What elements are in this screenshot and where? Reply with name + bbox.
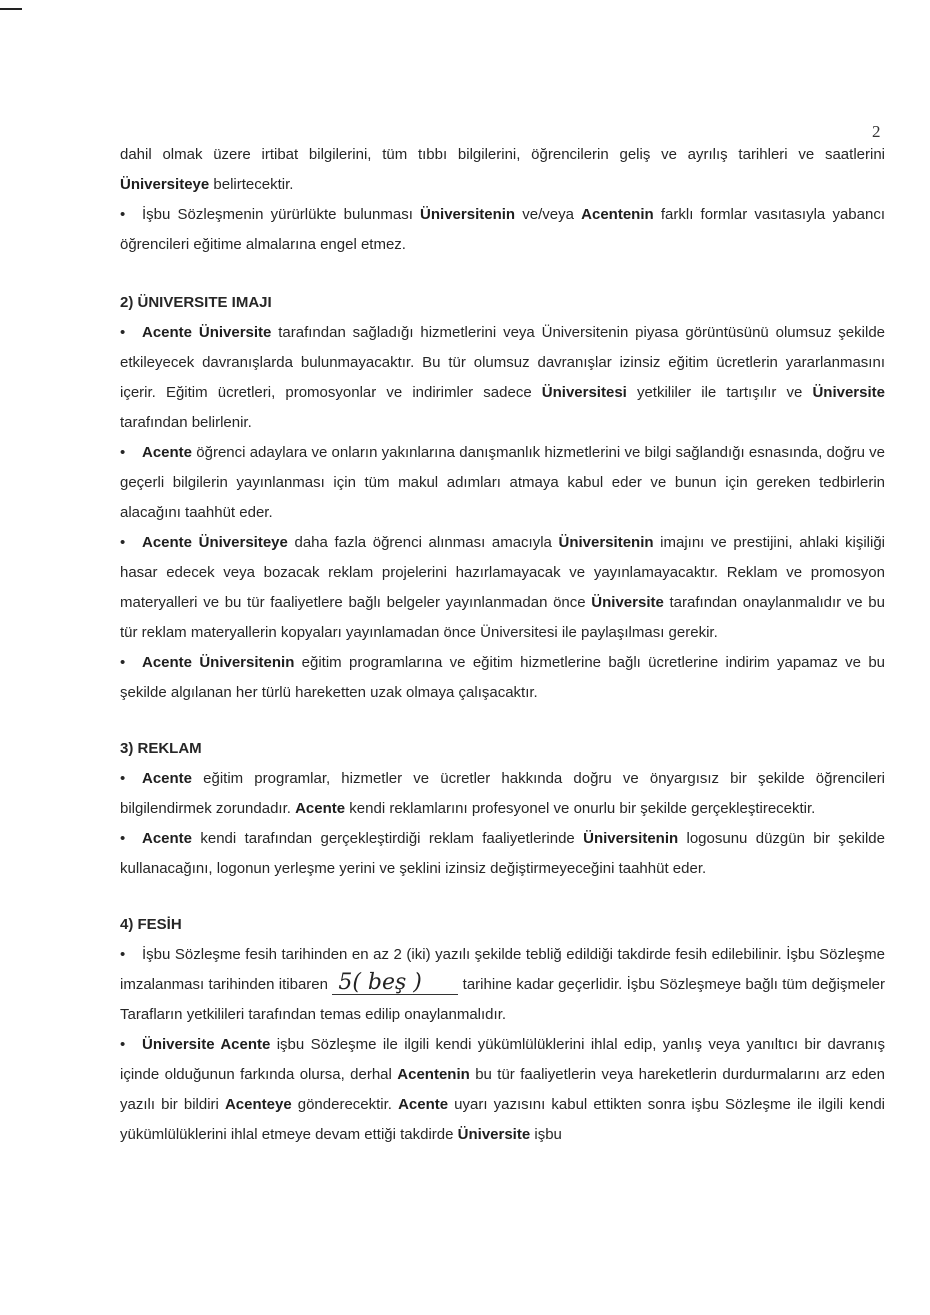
bold-term: Acente — [142, 830, 193, 847]
text-run: imajını ve prestijini, ahlaki kişiliği hasar edecek veya bozacak reklam projelerini hazırlamayacak ve yayınlamayacaktır. Reklam ve promosyon materyalleri ve bu tür faaliyetlere bağlı belgeler yayınlanmadan önce — [120, 534, 886, 611]
handwritten-duration: 5( beş ) — [332, 972, 458, 995]
text-run: belirtecektir. — [209, 176, 294, 193]
text-run: uyarı yazısını kabul ettikten sonra işbu Sözleşme ile ilgili kendi yükümlülüklerini ihlal etmeye devam ettiği takdirde — [120, 1096, 885, 1143]
text-run: yetkililer ile tartışılır ve — [626, 384, 813, 401]
section-title-universite-imaji: 2) ÜNIVERSITE IMAJI — [120, 294, 272, 311]
bullet-paragraph — [120, 1030, 885, 1150]
bold-term: Üniversitenin — [420, 206, 516, 223]
text-run: kendi reklamlarını profesyonel ve onurlu bir şekilde gerçekleştirecektir. — [345, 800, 816, 817]
bold-term: Üniversitenin — [558, 534, 654, 551]
bold-term: Üniversite — [812, 384, 885, 401]
bold-term: Acente Üniversiteye — [142, 534, 288, 551]
bullet-icon: • — [120, 206, 126, 223]
bold-term: Üniversite — [457, 1126, 531, 1143]
bullet-paragraph — [120, 648, 885, 708]
bullet-icon: • — [120, 654, 126, 671]
scan-edge-mark — [0, 8, 22, 10]
bold-term: Üniversite Acente — [142, 1036, 271, 1053]
text-run: İşbu Sözleşme fesih tarihinden en az 2 (iki) yazılı şekilde tebliğ edildiği takdirde fesih edilebilinir. İşbu Sözleşme imzalanması tarihinden itibaren — [120, 946, 885, 993]
bullet-paragraph — [120, 940, 885, 1030]
text-run: eğitim programlar, hizmetler ve ücretler hakkında doğru ve önyargısız bir şekilde öğrencileri bilgilendirmek zorundadır. — [120, 770, 885, 817]
text-run: farklı formlar vasıtasıyla yabancı öğrencileri eğitime almalarına engel etmez. — [120, 206, 885, 253]
bullet-icon: • — [120, 444, 126, 461]
bold-term: Üniversitenin — [583, 830, 679, 847]
text-run: tarafından sağladığı hizmetlerini veya Üniversitenin piyasa görüntüsünü olumsuz şekilde etkileyecek davranışlarda bulunmayacaktır. Bu tür olumsuz davranışlar izinsiz eğitim ücretlerin yararlanmasını içerir. Eğitim ücretleri, promosyonlar ve indirimler sadece — [120, 324, 885, 401]
bold-term: Acente Üniversite — [142, 324, 272, 341]
bullet-paragraph — [120, 528, 885, 648]
bullet-icon: • — [120, 946, 126, 963]
bold-term: Acenteye — [224, 1096, 292, 1113]
text-run: bu tür faaliyetlerin veya hareketlerin durdurmalarını arz eden yazılı bir bildiri — [120, 1066, 885, 1113]
bullet-paragraph — [120, 200, 885, 260]
text-run: işbu — [530, 1126, 562, 1143]
bullet-paragraph — [120, 824, 885, 884]
bullet-paragraph — [120, 438, 885, 528]
bold-term: Acente — [295, 800, 346, 817]
bold-term: Acente — [398, 1096, 449, 1113]
text-run: İşbu Sözleşmenin yürürlükte bulunması — [142, 206, 421, 223]
bold-term: Acentenin — [397, 1066, 470, 1083]
section-title-reklam: 3) REKLAM — [120, 740, 202, 757]
bullet-paragraph — [120, 764, 885, 824]
bullet-icon: • — [120, 534, 126, 551]
bold-term: Üniversiteye — [120, 176, 210, 193]
text-run: gönderecektir. — [291, 1096, 399, 1113]
text-run: eğitim programlarına ve eğitim hizmetlerine bağlı ücretlerine indirim yapamaz ve bu şekilde algılanan her türlü hareketten uzak olmaya çalışacaktır. — [120, 654, 885, 701]
document-body — [120, 140, 885, 1150]
bold-term: Üniversite — [591, 594, 664, 611]
text-run: daha fazla öğrenci alınması amacıyla — [287, 534, 559, 551]
bold-term: Acente — [142, 444, 193, 461]
bullet-icon: • — [120, 830, 126, 847]
section-title-fesih: 4) FESİH — [120, 916, 182, 933]
bullet-icon: • — [120, 770, 126, 787]
bold-term: Üniversitesi — [541, 384, 627, 401]
paragraph-continuation — [120, 140, 885, 200]
text-run: tarafından onaylanmalıdır ve bu tür reklam materyallerin kopyaları yayınlamadan önce Üniversitesi ile paylaşılması gerekir. — [120, 594, 885, 641]
bold-term: Acente Üniversitenin — [142, 654, 295, 671]
text-run: ve/veya — [515, 206, 582, 223]
text-run: dahil olmak üzere irtibat bilgilerini, tüm tıbbı bilgilerini, öğrencilerin geliş ve ayrılış tarihleri ve saatlerini — [120, 146, 885, 163]
bullet-icon: • — [120, 324, 126, 341]
bold-term: Acentenin — [581, 206, 654, 223]
text-run: kendi tarafından gerçekleştirdiği reklam faaliyetlerinde — [192, 830, 584, 847]
page-number: 2 — [872, 122, 881, 141]
text-run: işbu Sözleşme ile ilgili kendi yükümlülüklerini ihlal edip, yanlış veya yanıltıcı bir davranış içinde olduğunun farkında olursa, derhal — [120, 1036, 885, 1083]
text-run: logosunu düzgün bir şekilde kullanacağını, logonun yerleşme yerini ve şeklini izinsiz değiştirmeyeceğini taahhüt eder. — [120, 830, 885, 877]
bullet-paragraph — [120, 318, 885, 438]
bold-term: Acente — [142, 770, 193, 787]
bullet-icon: • — [120, 1036, 126, 1053]
text-run: tarihine kadar geçerlidir. İşbu Sözleşmeye bağlı tüm değişmeler Tarafların yetkilileri tarafından temas edilip onaylanmalıdır. — [120, 976, 885, 1023]
text-run: öğrenci adaylara ve onların yakınlarına danışmanlık hizmetlerini ve bilgi sağlandığı esnasında, doğru ve geçerli bilgilerin yayınlanması için tüm makul adımları atmaya kabul eder ve bunun için gereken tedbirlerin alacağını taahhüt eder. — [120, 444, 885, 521]
text-run: tarafından belirlenir. — [120, 414, 252, 431]
